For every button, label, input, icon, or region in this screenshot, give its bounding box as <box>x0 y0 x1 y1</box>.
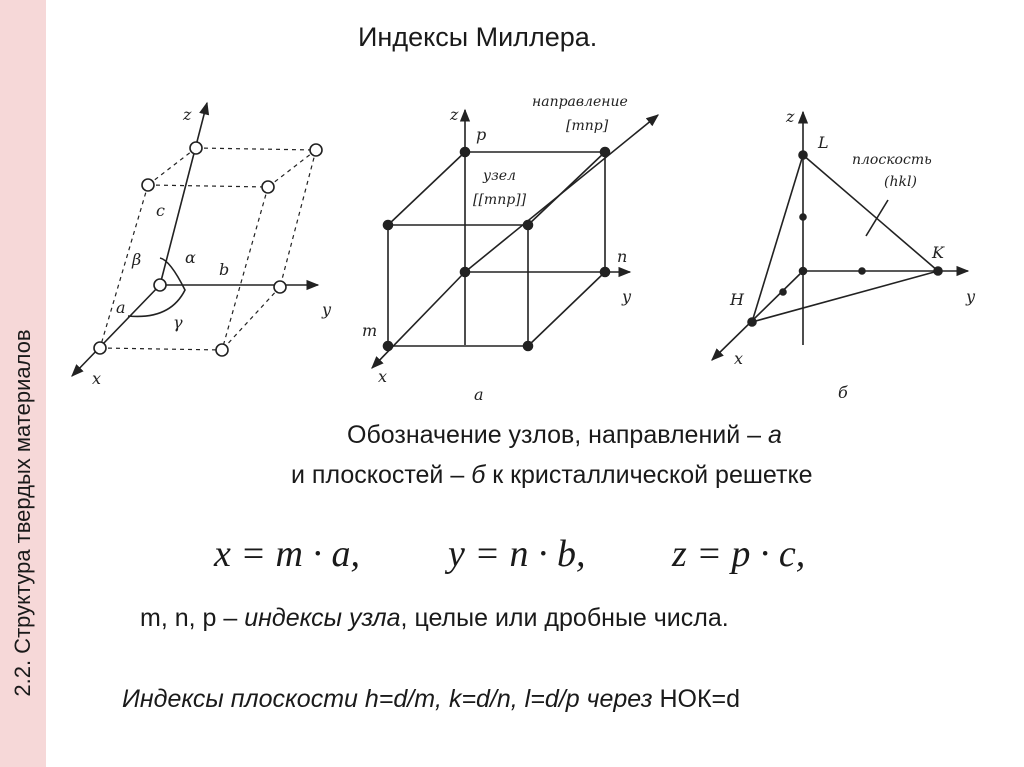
note2-regular: НОК=d <box>659 685 741 713</box>
a-index-n: n <box>617 247 628 266</box>
left-axis-z: z <box>183 105 192 124</box>
caption-letter-a: а <box>767 421 782 449</box>
a-direction-word: направление <box>532 94 628 110</box>
caption-line-1 <box>0 421 1024 450</box>
b-point-l: L <box>818 133 829 152</box>
b-point-h: H <box>730 290 744 309</box>
left-angle-gamma: γ <box>173 313 183 332</box>
b-figure-label: б <box>838 383 848 402</box>
left-edge-c: c <box>156 201 165 220</box>
a-axis-z: z <box>450 105 459 124</box>
node-indices-note <box>140 604 729 633</box>
a-index-m: m <box>362 321 378 340</box>
note2-italic: Индексы плоскости h=d/m, k=d/n, l=d/p через <box>122 685 660 713</box>
plane-indices-note <box>122 685 740 714</box>
left-angle-beta: β <box>132 250 142 269</box>
left-axis-y: y <box>322 300 332 319</box>
page-title: Индексы Миллера. <box>358 22 598 52</box>
figure-left-cell <box>72 103 322 376</box>
a-direction-bracket: [mnp] <box>566 118 609 134</box>
caption-line-1-text: Обозначение узлов, направлений – <box>347 421 768 449</box>
sidebar-title: 2.2. Структура твердых материалов <box>10 329 35 697</box>
caption-line-2-text: и плоскостей – <box>291 461 472 489</box>
formula-y: y = n · b, <box>448 533 586 575</box>
b-plane-bracket: (hkl) <box>884 174 917 190</box>
formula-x: x = m · a, <box>214 533 360 575</box>
left-angle-alpha: α <box>185 248 196 267</box>
note-italic: индексы узла <box>244 604 401 632</box>
a-node-word: узел <box>483 168 516 184</box>
left-axis-x: x <box>92 369 102 388</box>
figure-a-cube <box>372 110 658 368</box>
a-axis-x: x <box>378 367 388 386</box>
a-node-bracket: [[mnp]] <box>473 192 527 208</box>
formula-z: z = p · c, <box>672 533 806 575</box>
b-axis-x: x <box>734 349 744 368</box>
left-edge-a: a <box>116 298 126 317</box>
a-axis-y: y <box>622 287 632 306</box>
b-plane-word: плоскость <box>852 152 932 168</box>
b-axis-z: z <box>786 107 795 126</box>
a-index-p: p <box>476 125 487 144</box>
caption-line-2 <box>0 461 1024 490</box>
caption-line-2-suffix: к кристаллической решетке <box>485 461 813 489</box>
left-edge-b: b <box>219 260 230 279</box>
caption-letter-b: б <box>471 461 486 489</box>
b-axis-y: y <box>966 287 976 306</box>
b-point-k: K <box>932 243 944 262</box>
a-figure-label: а <box>474 385 484 404</box>
figure-b-plane <box>712 112 968 360</box>
note-suffix: , целые или дробные числа. <box>400 604 729 632</box>
note-prefix: m, n, p – <box>140 604 245 632</box>
